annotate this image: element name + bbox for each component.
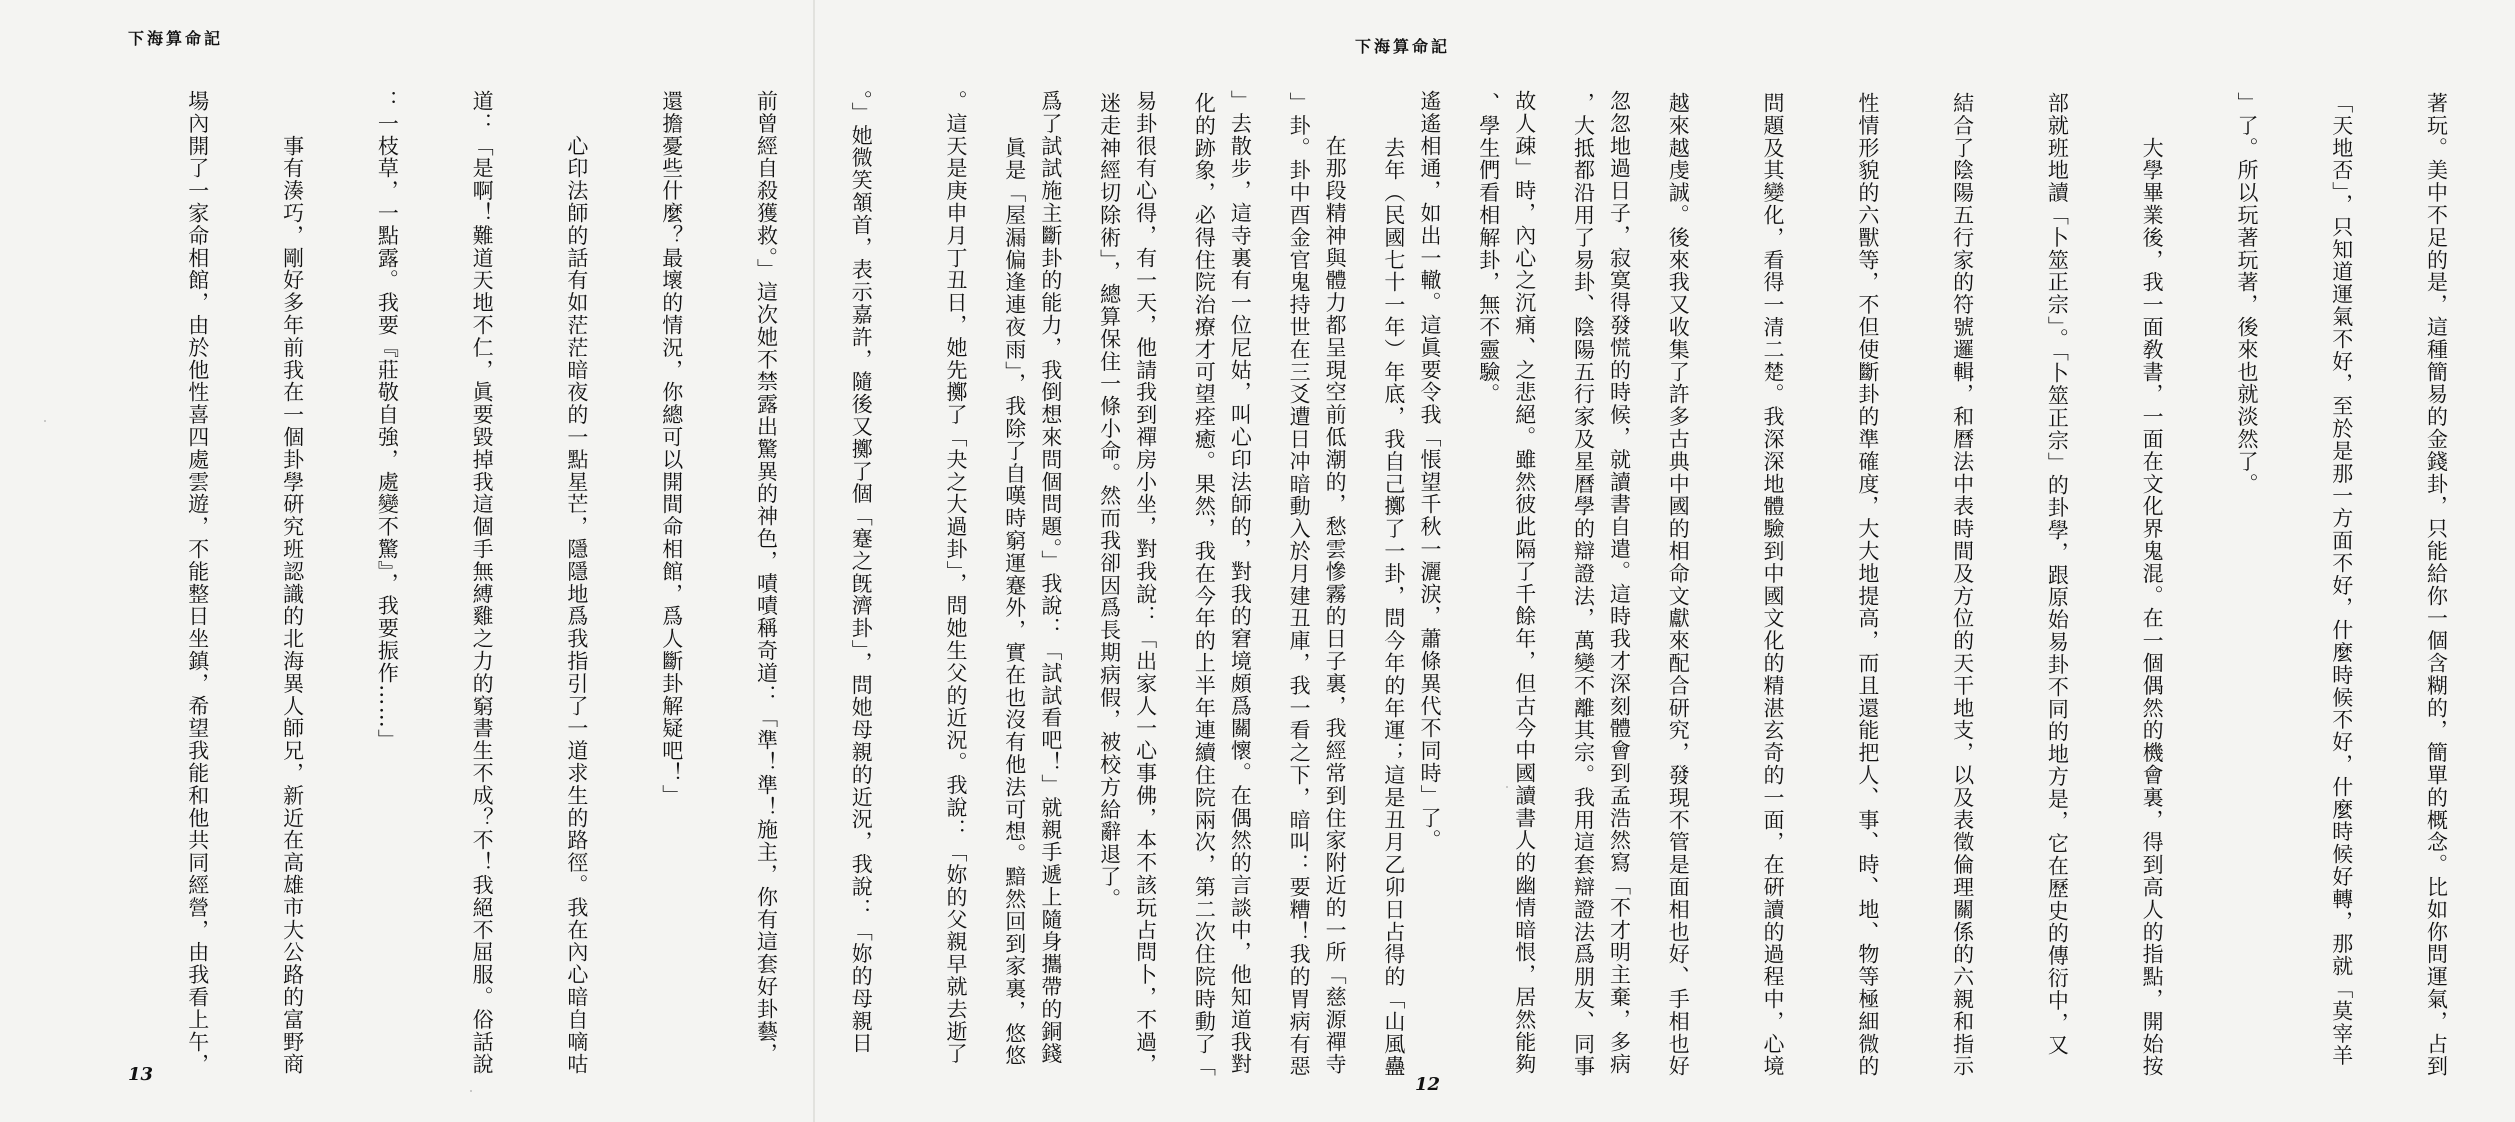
body-text xyxy=(935,90,2515,1078)
page-number: 12 xyxy=(1415,1074,1441,1095)
text-column: 易卦很有心得，有一天，他請我到禪房小坐，對我說：「出家人一心事佛，本不該玩占問卜，不過， xyxy=(1133,90,1158,1076)
text-column: 大學畢業後，我一面敎書，一面在文化界鬼混。在一個偶然的機會裏，得到高人的指點，開始按 xyxy=(2140,92,2165,1078)
text-column: ：一枝草，一點露。我要『莊敬自強，處變不驚』，我要振作……」 xyxy=(375,90,400,752)
text-column: 去年（民國七十一年）年底，我自己擲了一卦，問今年的年運；這是丑月乙卯日占得的「山風蠱 xyxy=(1381,92,1406,1078)
text-column: 迷走神經切除術」，總算保住一條小命。然而我卻因爲長期病假，被校方給辭退了。 xyxy=(1097,92,1122,911)
text-column: 、學生們看相解卦，無不靈驗。 xyxy=(1476,92,1501,406)
scan-speck xyxy=(1506,786,1508,788)
text-column: 結合了陰陽五行家的符號邏輯，和曆法中表時間及方位的天干地支，以及表徵倫理關係的六親和指示 xyxy=(1950,92,1975,1078)
text-column: 前曾經自殺獲救。」這次她不禁露出驚異的神色，嘖嘖稱奇道：「準！準！施主，你有這套好卦藝， xyxy=(754,90,779,1066)
text-column: 道：「是啊！難道天地不仁，眞要毀掉我這個手無縛雞之力的窮書生不成？不！我絕不屈服。俗話說 xyxy=(470,90,495,1076)
text-column: 化的跡象，必得住院治療才可望痊癒。果然，我在今年的上半年連續住院兩次，第二次住院時動了「 xyxy=(1192,92,1217,1078)
text-column: 心印法師的話有如茫茫暗夜的一點星芒，隱隱地爲我指引了一道求生的路徑。我在內心暗自嘀咕 xyxy=(564,90,589,1076)
text-column: 問題及其變化，看得一清二楚。我深深地體驗到中國文化的精湛玄奇的一面，在硏讀的過程中，心境 xyxy=(1761,92,1786,1078)
text-column: 部就班地讀「卜筮正宗」。「卜筮正宗」的卦學，跟原始易卦不同的地方是，它在歷史的傳衍中，又 xyxy=(2045,92,2070,1057)
text-column: 」了。所以玩著玩著，後來也就淡然了。 xyxy=(2234,92,2259,496)
text-column: 忽忽地過日子，寂寞得發慌的時候，就讀書自遣。這時我才深刻體會到孟浩然寫「不才明主棄，多病 xyxy=(1607,90,1632,1076)
text-column: 場內開了一家命相館，由於他性喜四處雲遊，不能整日坐鎮，希望我能和他共同經營，由我看上午， xyxy=(185,90,210,1076)
text-column: 「天地否」，只知道運氣不好，至於是那一方面不好，什麼時候不好，什麼時候好轉，那就「莫宰羊 xyxy=(2329,92,2354,1068)
text-column: 性情形貌的六獸等，不但使斷卦的準確度，大大地提高，而且還能把人、事、時、地、物等極細微的 xyxy=(1855,92,1880,1078)
text-column: 」卦。卦中酉金官鬼持世在三爻遭日冲暗動入於月建丑庫，我一看之下，暗叫：要糟！我的胃病有惡 xyxy=(1287,92,1312,1078)
text-column: ，大抵都沿用了易卦、陰陽五行家及星曆學的辯證法，萬變不離其宗。我用這套辯證法爲朋友、同事 xyxy=(1571,92,1596,1078)
text-column: 」去散步，這寺裏有一位尼姑，叫心印法師的，對我的窘境頗爲關懷。在偶然的言談中，他知道我對 xyxy=(1228,90,1253,1076)
text-column: 眞是「屋漏偏逢連夜雨」，我除了自嘆時窮運蹇外，實在也沒有他法可想。黯然回到家裏，悠悠 xyxy=(1002,92,1027,1068)
text-column: 著玩。美中不足的是，這種簡易的金錢卦，只能給你一個含糊的，簡單的概念。比如你問運氣，占到 xyxy=(2424,92,2449,1078)
text-column: 。」她微笑頷首，表示嘉許，隨後又擲了個「蹇之旣濟卦」，問她母親的近況，我說：「妳的母親日 xyxy=(849,90,874,1055)
page-number: 13 xyxy=(128,1064,154,1085)
page-header: 下海算命記 xyxy=(128,29,224,48)
text-column: 在那段精神與體力都呈現空前低潮的，愁雲慘霧的日子裏，我經常到住家附近的一所「慈源禪寺 xyxy=(1323,90,1348,1076)
text-column: 越來越虔誠。後來我又收集了許多古典中國的相命文獻來配合研究，發現不管是面相也好、手相也好 xyxy=(1666,92,1691,1078)
scan-speck xyxy=(44,420,46,422)
right-page xyxy=(815,0,2449,1122)
text-column: 還擔憂些什麼？最壞的情況，你總可以開間命相館，爲人斷卦解疑吧！」 xyxy=(659,90,684,807)
text-column: 爲了試試施主斷卦的能力，我倒想來問個問題。」我說：「試試看吧！」就親手遞上隨身攜帶的銅錢 xyxy=(1038,90,1063,1066)
page-header: 下海算命記 xyxy=(1355,37,1451,56)
text-column: 故人疎」時，內心之沉痛、之悲絕。雖然彼此隔了千餘年，但古今中國讀書人的幽情暗恨，居然能夠 xyxy=(1512,90,1537,1076)
text-column: 遙遙相通，如出一轍。這眞要令我「悵望千秋一灑淚，蕭條異代不同時」了。 xyxy=(1417,90,1442,852)
text-column: 。這天是庚申月丁丑日，她先擲了「夬之大過卦」，問她生父的近況。我說：「妳的父親早就去逝了 xyxy=(944,90,969,1066)
scan-speck xyxy=(470,1090,472,1092)
text-column: 事有湊巧，剛好多年前我在一個卦學硏究班認識的北海異人師兄，新近在高雄市大公路的富野商 xyxy=(280,90,305,1076)
